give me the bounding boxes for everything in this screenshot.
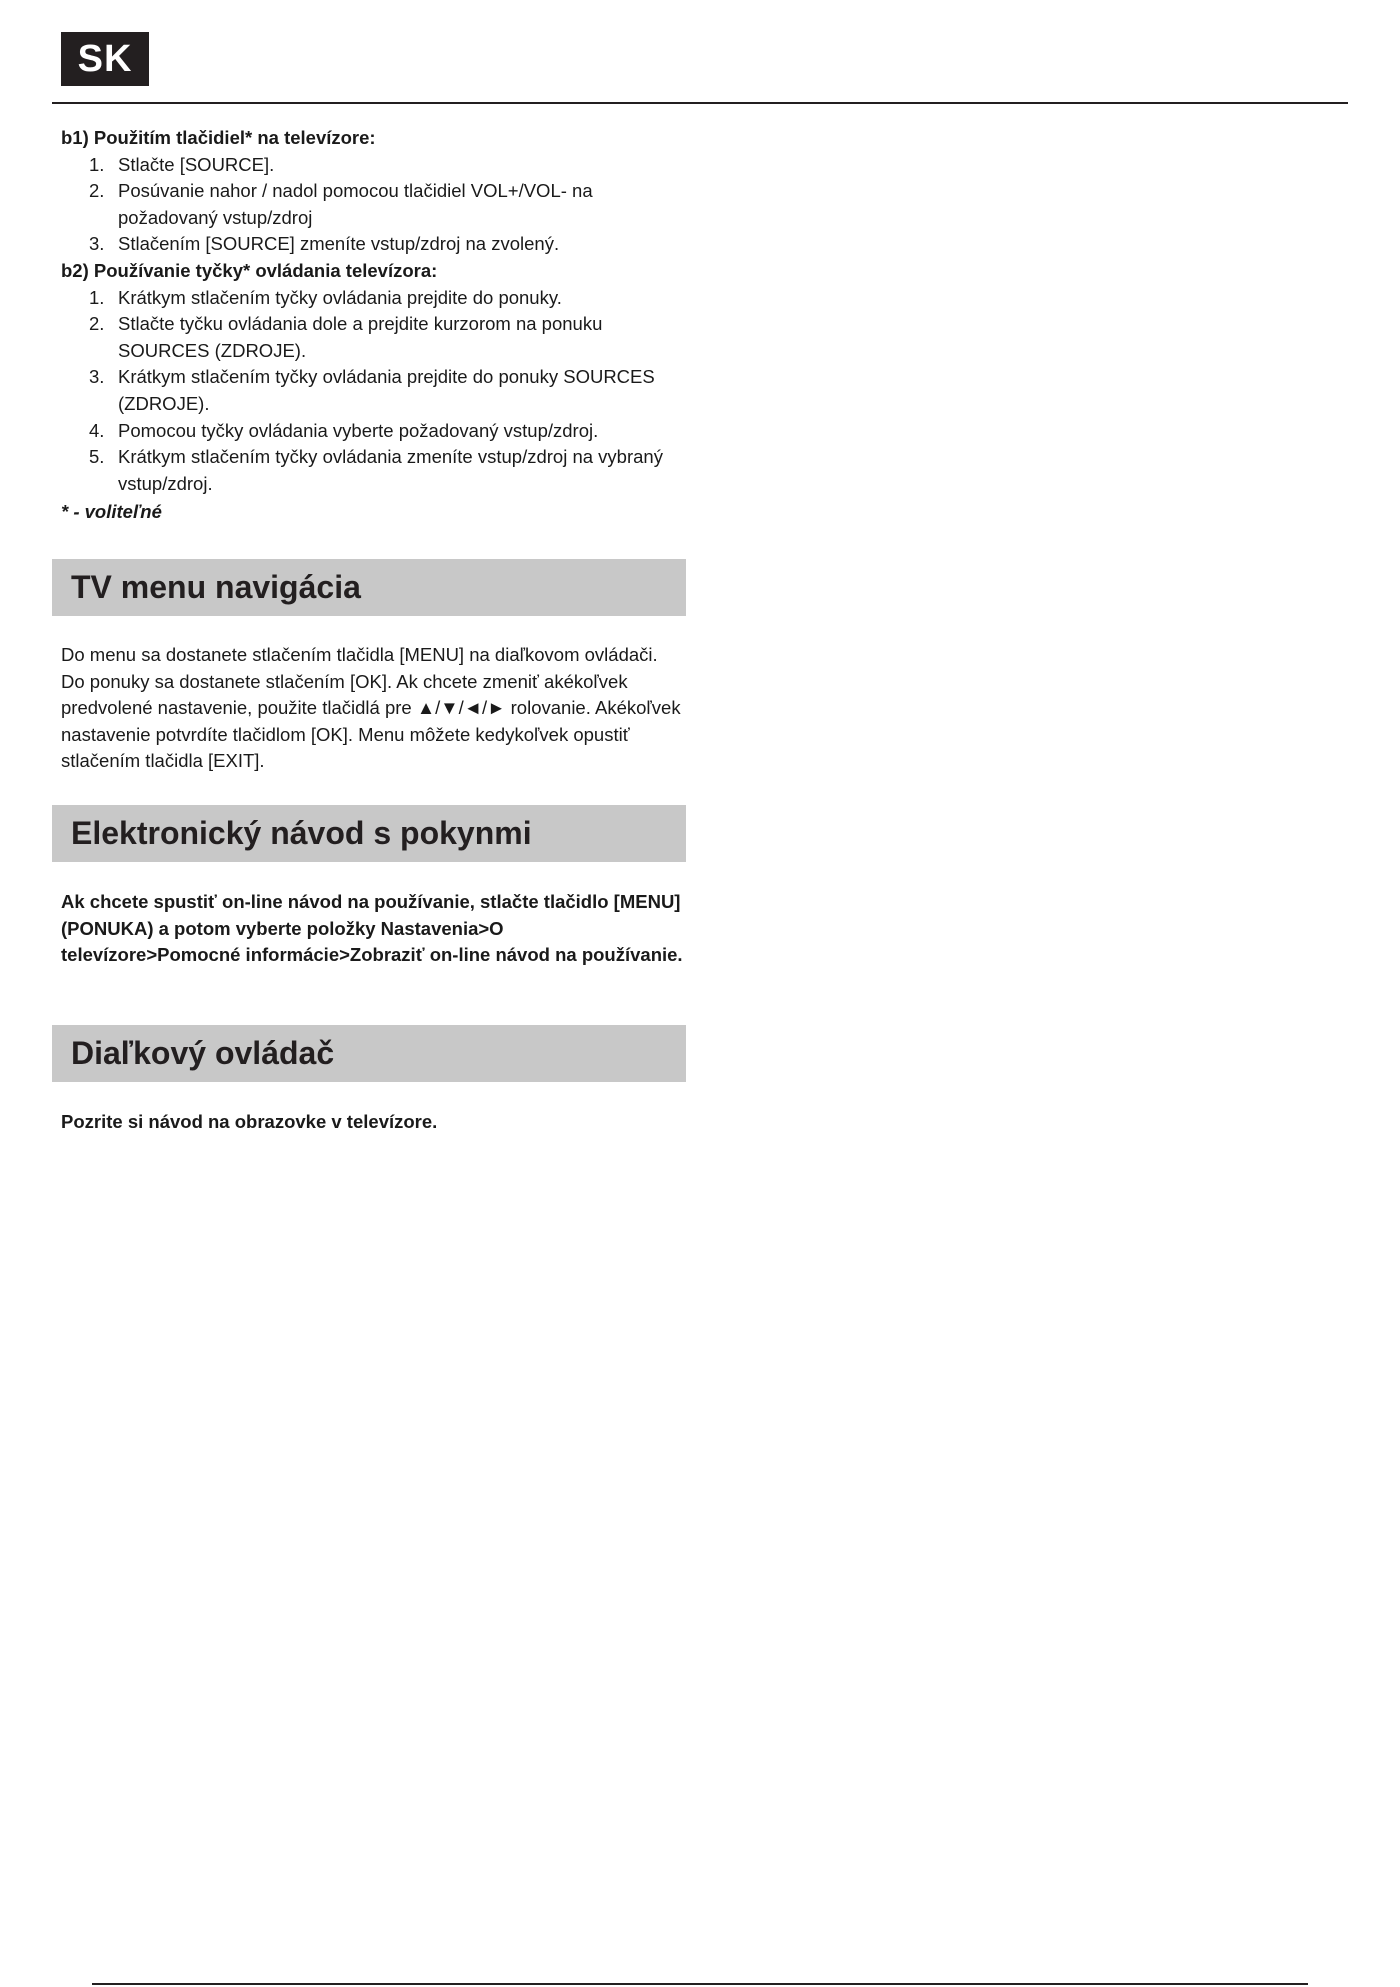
b2-list bbox=[61, 285, 686, 498]
list-text: Pomocou tyčky ovládania vyberte požadovaný vstup/zdroj. bbox=[118, 419, 599, 441]
b1-list bbox=[61, 152, 686, 258]
list-text: Stlačte [SOURCE]. bbox=[118, 153, 275, 175]
list-text: Stlačením [SOURCE] zmeníte vstup/zdroj na zvolený. bbox=[118, 233, 560, 255]
header-divider bbox=[52, 102, 1348, 104]
remote-text: Pozrite si návod na obrazovke v televízore. bbox=[61, 1111, 438, 1132]
list-text: Posúvanie nahor / nadol pomocou tlačidiel VOL+/VOL- na požadovaný vstup/zdroj bbox=[118, 180, 593, 228]
list-number: 4. bbox=[89, 419, 105, 441]
section-header-e-manual bbox=[52, 805, 686, 862]
list-item bbox=[61, 152, 686, 179]
list-item bbox=[61, 178, 686, 231]
list-number: 2. bbox=[89, 313, 105, 335]
list-number: 5. bbox=[89, 446, 105, 468]
list-number: 3. bbox=[89, 366, 105, 388]
e-manual-text: Ak chcete spustiť on-line návod na používanie, stlačte tlačidlo [MENU] (PONUKA) a potom vyberte položky Nastavenia>O televízore>Pomocné informácie>Zobraziť on-line návod na používanie. bbox=[61, 891, 683, 966]
section-title: TV menu navigácia bbox=[71, 569, 361, 605]
tv-menu-text: Do menu sa dostanete stlačením tlačidla [MENU] na diaľkovom ovládači. Do ponuky sa dostanete stlačením [OK]. Ak chcete zmeniť akékoľvek predvolené nastavenie, použite tlačidlá pre ▲/▼/◄/► rolovanie. Akékoľvek nastavenie potvrdíte tlačidlom [OK]. Menu môžete kedykoľvek opustiť stlačením tlačidla [EXIT]. bbox=[61, 644, 681, 772]
list-text: Krátkym stlačením tyčky ovládania prejdite do ponuky. bbox=[118, 286, 562, 308]
list-number: 2. bbox=[89, 180, 105, 202]
list-number: 3. bbox=[89, 233, 105, 255]
section-title: Elektronický návod s pokynmi bbox=[71, 815, 532, 851]
list-text: Stlačte tyčku ovládania dole a prejdite kurzorom na ponuku SOURCES (ZDROJE). bbox=[118, 313, 603, 361]
list-item bbox=[61, 364, 686, 417]
source-instructions bbox=[61, 125, 686, 526]
list-item bbox=[61, 311, 686, 364]
list-item bbox=[61, 285, 686, 312]
list-number: 1. bbox=[89, 286, 105, 308]
section-header-remote bbox=[52, 1025, 686, 1082]
list-item bbox=[61, 444, 686, 497]
list-text: Krátkym stlačením tyčky ovládania zmeníte vstup/zdroj na vybraný vstup/zdroj. bbox=[118, 446, 663, 494]
b1-heading: b1) Použitím tlačidiel* na televízore: bbox=[61, 127, 376, 148]
footer-divider bbox=[92, 1983, 1308, 1985]
list-number: 1. bbox=[89, 153, 105, 175]
b2-heading: b2) Používanie tyčky* ovládania televízora: bbox=[61, 259, 438, 281]
list-text: Krátkym stlačením tyčky ovládania prejdite do ponuky SOURCES (ZDROJE). bbox=[118, 366, 655, 414]
language-badge: SK bbox=[61, 32, 149, 86]
section-header-tv-menu bbox=[52, 559, 686, 616]
list-item bbox=[61, 231, 686, 258]
section-title: Diaľkový ovládač bbox=[71, 1035, 335, 1071]
list-item bbox=[61, 418, 686, 445]
optional-note: * - voliteľné bbox=[61, 501, 162, 523]
